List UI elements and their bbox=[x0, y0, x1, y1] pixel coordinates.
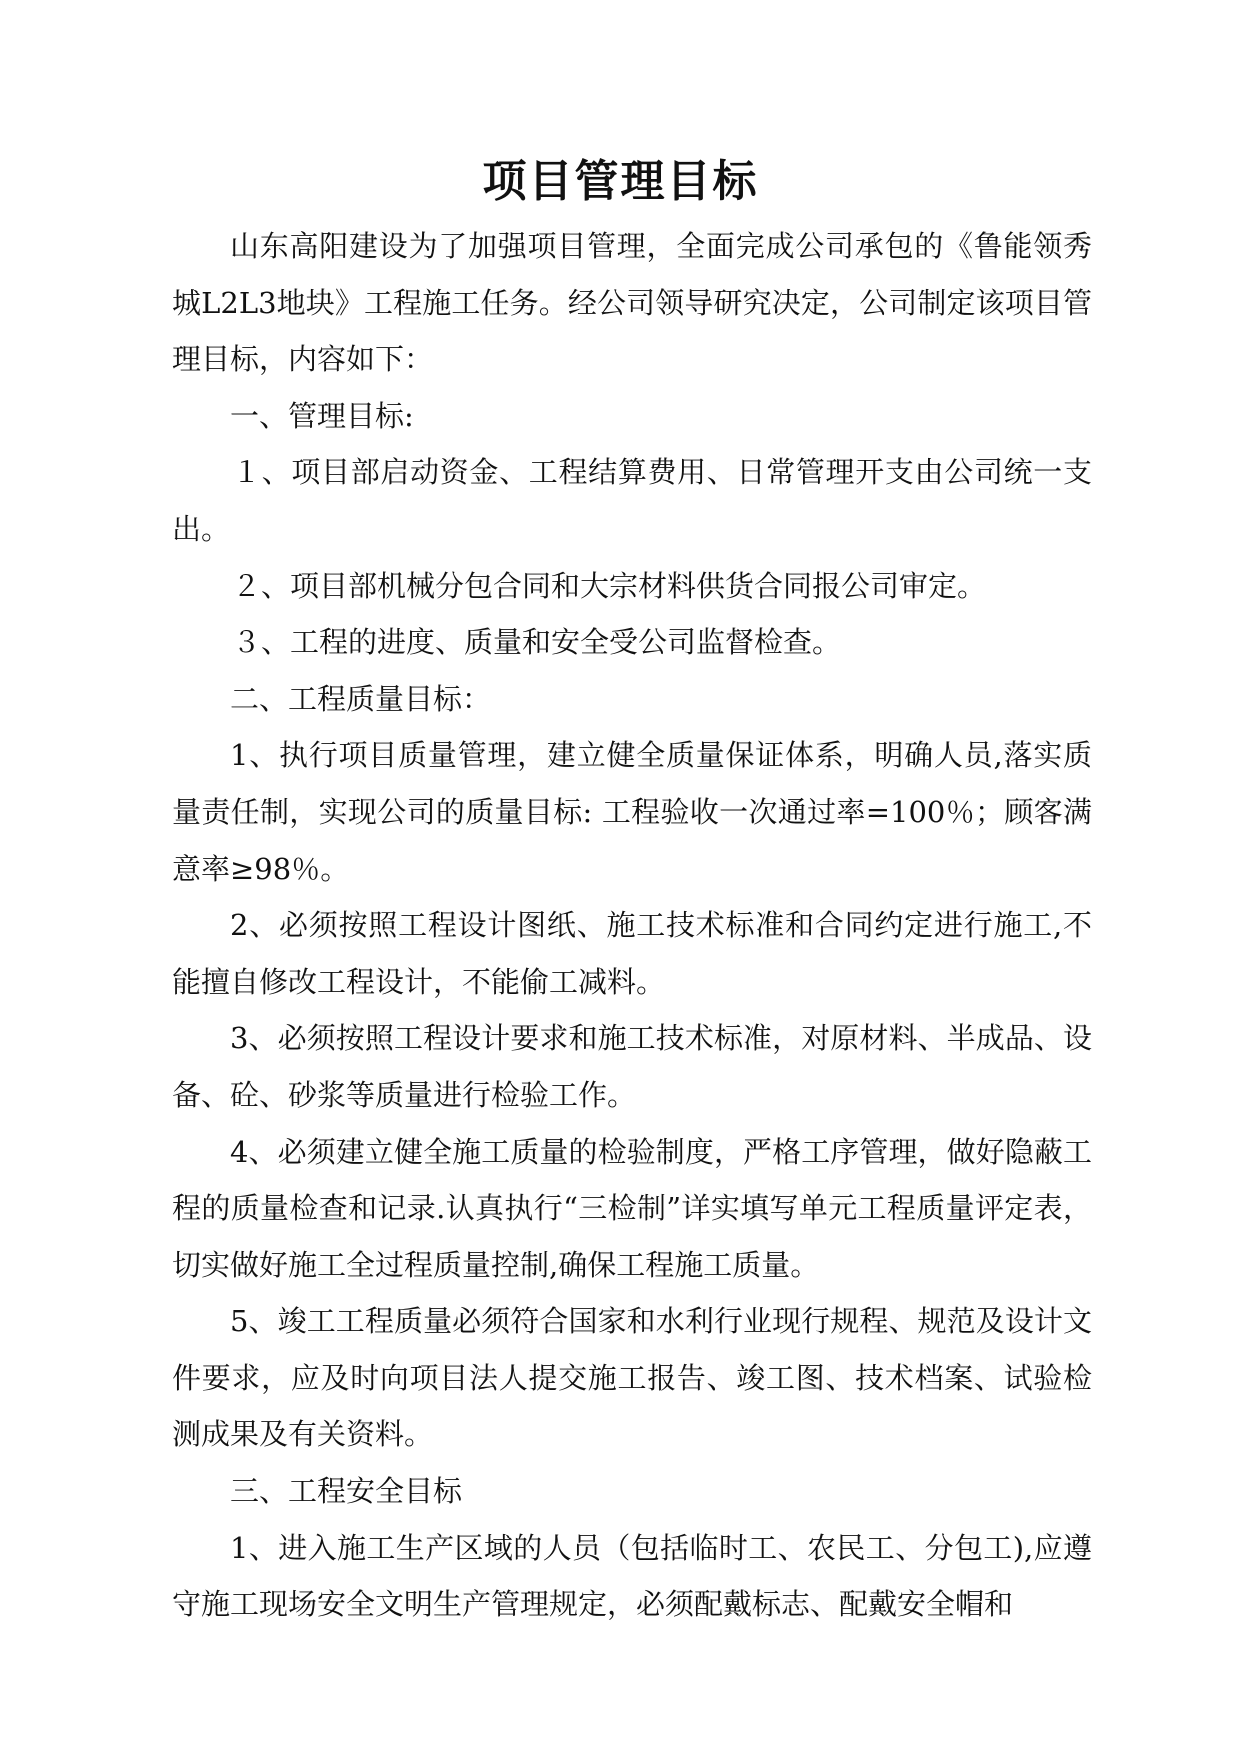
intro-paragraph: 山东高阳建设为了加强项目管理，全面完成公司承包的《鲁能领秀城L2L3地块》工程施工任务。经公司领导研究决定，公司制定该项目管理目标，内容如下： bbox=[172, 229, 1092, 377]
quality-item-4: 4、必须建立健全施工质量的检验制度，严格工序管理，做好隐蔽工程的质量检查和记录.认真执行“三检制”详实填写单元工程质量评定表，切实做好施工全过程质量控制,确保工程施工质量。 bbox=[172, 1134, 1092, 1282]
management-item-1: １、项目部启动资金、工程结算费用、日常管理开支由公司统一支出。 bbox=[172, 455, 1092, 546]
management-item-3: ３、工程的进度、质量和安全受公司监督检查。 bbox=[232, 625, 842, 660]
document-title: 项目管理目标 bbox=[482, 156, 759, 207]
quality-item-2: 2、必须按照工程设计图纸、施工技术标准和合同约定进行施工,不能擅自修改工程设计，不能偷工减料。 bbox=[172, 908, 1092, 999]
section-heading-quality: 二、工程质量目标： bbox=[230, 681, 492, 716]
quality-item-1: 1、执行项目质量管理，建立健全质量保证体系，明确人员,落实质量责任制，实现公司的质量目标: 工程验收一次通过率=100％；顾客满意率≥98％。 bbox=[172, 738, 1092, 886]
section-heading-safety: 三、工程安全目标 bbox=[230, 1474, 463, 1509]
quality-item-3: 3、必须按照工程设计要求和施工技术标准，对原材料、半成品、设备、砼、砂浆等质量进行检验工作。 bbox=[172, 1021, 1092, 1112]
section-heading-management: 一、管理目标: bbox=[230, 398, 414, 433]
safety-item-1: 1、进入施工生产区域的人员（包括临时工、农民工、分包工),应遵守施工现场安全文明生产管理规定，必须配戴标志、配戴安全帽和 bbox=[172, 1530, 1092, 1622]
quality-item-5: 5、竣工工程质量必须符合国家和水利行业现行规程、规范及设计文件要求，应及时向项目法人提交施工报告、竣工图、技术档案、试验检测成果及有关资料。 bbox=[172, 1304, 1092, 1452]
document-body bbox=[172, 218, 1092, 1633]
management-item-2: ２、项目部机械分包合同和大宗材料供货合同报公司审定。 bbox=[232, 568, 987, 603]
